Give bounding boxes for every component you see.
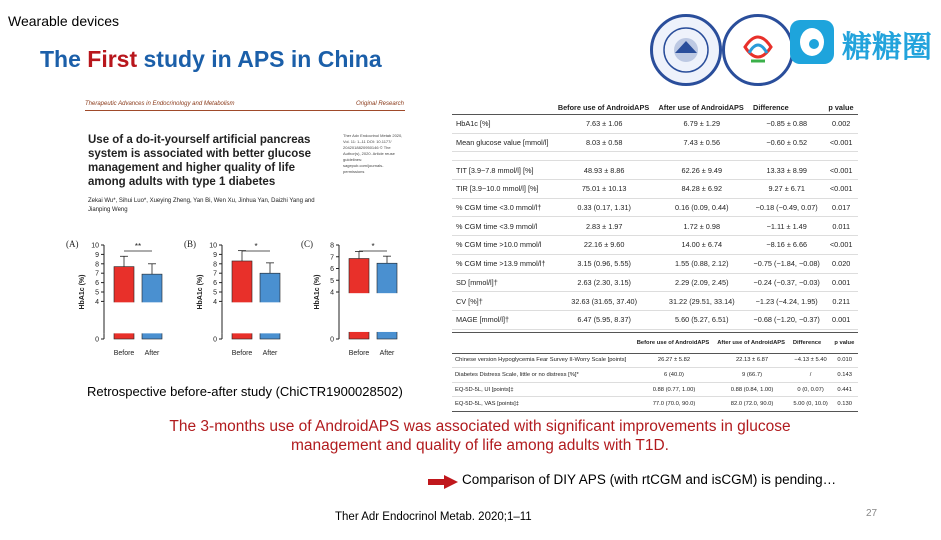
table-cell: 84.28 ± 6.92 (655, 180, 750, 199)
table-cell: −8.16 ± 6.66 (749, 236, 824, 255)
table-row (452, 254, 858, 273)
table-cell: 13.33 ± 8.99 (749, 161, 824, 180)
paper-journal: Therapeutic Advances in Endocrinology and Metabolism (85, 101, 235, 107)
chart-category-label: Before (231, 350, 253, 357)
study-note: Retrospective before-after study (ChiCTR1900028502) (87, 384, 403, 399)
table-cell: 0.001 (824, 310, 858, 329)
table-cell: 0.143 (831, 368, 858, 383)
chart-tick-label: 4 (330, 289, 334, 297)
table-row (452, 198, 858, 217)
table-cell: Diabetes Distress Scale, little or no distress [%]* (452, 368, 634, 383)
qol-header-0 (452, 332, 634, 353)
table-cell: −1.23 (−4.24, 1.95) (749, 292, 824, 311)
table-cell: 0.001 (824, 273, 858, 292)
table-cell: 5.60 (5.27, 6.51) (655, 310, 750, 329)
chart-tick-label: 9 (95, 251, 99, 259)
qol-header-2: After use of AndroidAPS (714, 332, 790, 353)
table-cell: EQ-5D-5L, UI [points]‡ (452, 382, 634, 397)
paper-title: Use of a do-it-yourself artificial pancreas system is associated with better glucose management and higher quality of life among adults with type 1 diabetes (88, 134, 312, 188)
conclusion-line-1: The 3-months use of AndroidAPS was associated with significant improvements in glucose (169, 418, 791, 435)
table-cell: 6 (40.0) (634, 368, 715, 383)
chart-tick-label: 8 (330, 242, 334, 250)
table-cell: −0.18 (−0.49, 0.07) (749, 198, 824, 217)
table-cell: 7.43 ± 0.56 (655, 133, 750, 152)
table-cell: 75.01 ± 10.13 (554, 180, 655, 199)
chart-tick-label: 5 (213, 289, 217, 297)
table-spacer (452, 152, 858, 161)
chart-tick-label: 0 (330, 336, 334, 344)
results-tables (452, 90, 858, 412)
table-cell: CV [%]† (452, 292, 554, 311)
glycemic-header-0 (452, 90, 554, 115)
table-cell: −0.24 (−0.37, −0.03) (749, 273, 824, 292)
table-row (452, 292, 858, 311)
table-cell: 0 (0, 0.07) (790, 382, 831, 397)
chart-tick-label: 4 (213, 298, 217, 306)
table-cell: 2.29 (2.09, 2.45) (655, 273, 750, 292)
table-cell: 9.27 ± 6.71 (749, 180, 824, 199)
table-cell: 26.27 ± 5.82 (634, 353, 715, 368)
chart-panel-label: (A) (66, 239, 79, 249)
chart-tick-label: 0 (213, 336, 217, 344)
table-cell: 1.55 (0.88, 2.12) (655, 254, 750, 273)
table-cell: 77.0 (70.0, 90.0) (634, 397, 715, 412)
chart-category-label: After (262, 350, 278, 357)
table-cell: 32.63 (31.65, 37.40) (554, 292, 655, 311)
chart-y-axis-label: HbA1c (%) (314, 274, 321, 310)
slide-title (40, 46, 382, 73)
chart-axis-break (337, 293, 407, 332)
table-cell: 48.93 ± 8.86 (554, 161, 655, 180)
table-cell: 0.002 (824, 115, 858, 134)
chart-y-axis-label: HbA1c (%) (79, 274, 86, 310)
table-cell: 2.63 (2.30, 3.15) (554, 273, 655, 292)
table-cell: SD [mmol/l]† (452, 273, 554, 292)
hba1c-bar-charts (60, 235, 430, 370)
app-logo-text: 糖糖圈 (842, 31, 932, 64)
table-cell: 22.13 ± 6.87 (714, 353, 790, 368)
chart-category-label: Before (113, 350, 135, 357)
hospital-seal-logo (722, 14, 794, 86)
table-cell: 0.211 (824, 292, 858, 311)
table-cell: −4.13 ± 5.40 (790, 353, 831, 368)
table-row (452, 133, 858, 152)
table-cell: 22.16 ± 9.60 (554, 236, 655, 255)
table-cell: 0.441 (831, 382, 858, 397)
chart-category-label: After (379, 350, 395, 357)
table-cell: 62.26 ± 9.49 (655, 161, 750, 180)
chart-significance-label: ** (134, 242, 142, 251)
table-row (452, 368, 858, 383)
table-cell: 0.010 (831, 353, 858, 368)
table-cell: −0.85 ± 0.88 (749, 115, 824, 134)
chart-significance-label: * (254, 242, 258, 251)
chart-tick-label: 8 (95, 261, 99, 269)
chart-tick-label: 5 (95, 289, 99, 297)
title-highlight: First (87, 46, 138, 72)
chart-tick-label: 7 (330, 254, 334, 262)
table-row (452, 310, 858, 329)
table-cell: 0.88 (0.77, 1.00) (634, 382, 715, 397)
table-row (452, 161, 858, 180)
table-cell: EQ-5D-5L, VAS [points]‡ (452, 397, 634, 412)
glycemic-outcomes-table (452, 90, 858, 330)
right-arrow-icon (428, 475, 458, 489)
table-cell: 6.79 ± 1.29 (655, 115, 750, 134)
university-seal-logo (650, 14, 722, 86)
table-cell: 0.88 (0.84, 1.00) (714, 382, 790, 397)
table-cell: <0.001 (824, 180, 858, 199)
table-row (452, 397, 858, 412)
table-cell: 31.22 (29.51, 33.14) (655, 292, 750, 311)
section-label: Wearable devices (8, 13, 120, 29)
glycemic-header-1: Before use of AndroidAPS (554, 90, 655, 115)
page-number: 27 (866, 508, 878, 519)
table-cell: 0.011 (824, 217, 858, 236)
chart-panel-label: (B) (184, 239, 196, 249)
table-cell: % CGM time <3.0 mmol/l† (452, 198, 554, 217)
table-row (452, 180, 858, 199)
table-cell: 0.33 (0.17, 1.31) (554, 198, 655, 217)
table-cell: 7.63 ± 1.06 (554, 115, 655, 134)
table-cell: TIR [3.9−10.0 mmol/l] [%] (452, 180, 554, 199)
chart-tick-label: 10 (209, 242, 217, 250)
glycemic-header-3: Difference (749, 90, 824, 115)
table-row (452, 273, 858, 292)
table-cell: Mean glucose value [mmol/l] (452, 133, 554, 152)
table-cell: 0.130 (831, 397, 858, 412)
table-cell: <0.001 (824, 161, 858, 180)
table-cell: HbA1c [%] (452, 115, 554, 134)
table-row (452, 382, 858, 397)
title-part1: The (40, 46, 88, 72)
chart-axis-break (220, 302, 290, 333)
qol-header-1: Before use of AndroidAPS (634, 332, 715, 353)
chart-tick-label: 5 (330, 277, 334, 285)
table-row (452, 217, 858, 236)
app-logo-icon (790, 20, 834, 64)
chart-tick-label: 10 (91, 242, 99, 250)
table-cell: <0.001 (824, 236, 858, 255)
paper-divider (85, 110, 405, 111)
table-cell: 6.47 (5.95, 8.37) (554, 310, 655, 329)
chart-tick-label: 7 (213, 270, 217, 278)
paper-type: Original Research (356, 101, 405, 107)
chart-tick-label: 6 (330, 266, 334, 273)
table-cell: 3.15 (0.96, 5.55) (554, 254, 655, 273)
table-row (452, 353, 858, 368)
table-cell: 0.017 (824, 198, 858, 217)
glycemic-header-4: p value (824, 90, 858, 115)
table-cell: 0.16 (0.09, 0.44) (655, 198, 750, 217)
citation: Ther Adr Endocrinol Metab. 2020;1–11 (335, 511, 532, 523)
table-cell: MAGE [mmol/l]† (452, 310, 554, 329)
chart-tick-label: 8 (213, 261, 217, 269)
table-cell: 14.00 ± 6.74 (655, 236, 750, 255)
paper-authors: Zekai Wu*, Sihui Luo*, Xueying Zheng, Yan Bi, Wen Xu, Jinhua Yan, Daizhi Yang and Jianping Weng (88, 198, 315, 213)
chart-tick-label: 7 (95, 270, 99, 278)
table-row (452, 236, 858, 255)
table-cell: Chinese version Hypoglycemia Fear Survey II-Worry Scale [points] (452, 353, 634, 368)
table-cell: 2.83 ± 1.97 (554, 217, 655, 236)
chart-y-axis-label: HbA1c (%) (197, 274, 204, 310)
table-cell: 1.72 ± 0.98 (655, 217, 750, 236)
chart-category-label: Before (348, 350, 370, 357)
chart-tick-label: 6 (95, 280, 99, 288)
table-cell: 0.020 (824, 254, 858, 273)
table-cell: −0.60 ± 0.52 (749, 133, 824, 152)
table-cell: 82.0 (72.0, 90.0) (714, 397, 790, 412)
table-cell: TIT [3.9−7.8 mmol/l] [%] (452, 161, 554, 180)
title-part2: study in APS in China (137, 46, 382, 72)
table-cell: −1.11 ± 1.49 (749, 217, 824, 236)
table-cell: % CGM time >13.9 mmol/l† (452, 254, 554, 273)
qol-header-4: p value (831, 332, 858, 353)
chart-axis-break (102, 302, 172, 333)
table-cell: % CGM time <3.9 mmol/l (452, 217, 554, 236)
pending-note: Comparison of DIY APS (with rtCGM and isCGM) is pending… (462, 472, 837, 487)
table-row (452, 115, 858, 134)
chart-significance-label: * (371, 242, 375, 251)
chart-category-label: After (144, 350, 160, 357)
paper-meta: Ther Adv Endocrinol Metab 2020, Vol. 11: 1–11 DOI: 10.1177/ 2042018820950146 © The Author(s), 2020. Article reuse guidelines: sagepub.com/journals-permissions (343, 133, 403, 174)
table-cell: 5.00 (0, 10.0) (790, 397, 831, 412)
chart-tick-label: 9 (213, 251, 217, 259)
chart-tick-label: 0 (95, 336, 99, 344)
table-cell: <0.001 (824, 133, 858, 152)
table-cell: −0.68 (−1.20, −0.37) (749, 310, 824, 329)
table-cell: 9 (66.7) (714, 368, 790, 383)
table-cell: / (790, 368, 831, 383)
chart-tick-label: 4 (95, 298, 99, 306)
conclusion-line-2: management and quality of life among adults with T1D. (291, 437, 669, 454)
table-cell: −0.75 (−1.84, −0.08) (749, 254, 824, 273)
quality-of-life-table (452, 332, 858, 412)
chart-tick-label: 6 (213, 280, 217, 288)
glycemic-header-2: After use of AndroidAPS (655, 90, 750, 115)
chart-panel-label: (C) (301, 239, 313, 249)
conclusion-text (60, 417, 900, 455)
table-cell: 8.03 ± 0.58 (554, 133, 655, 152)
table-cell: % CGM time >10.0 mmol/l (452, 236, 554, 255)
qol-header-3: Difference (790, 332, 831, 353)
